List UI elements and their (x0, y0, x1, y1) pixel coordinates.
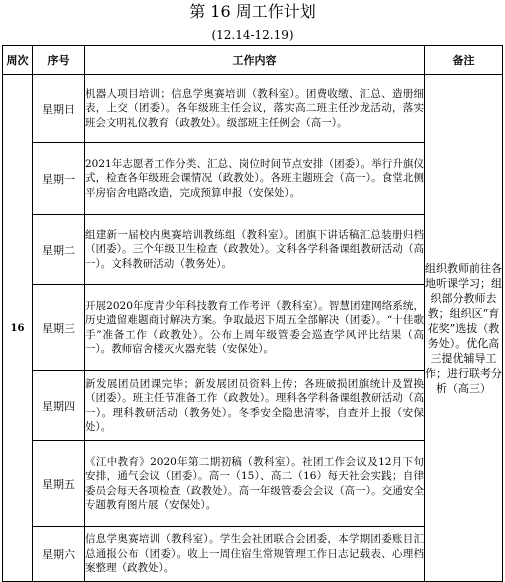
day-label: 星期五 (33, 441, 85, 527)
header-index: 序号 (33, 46, 85, 75)
day-content: 开展2020年度青少年科技教育工作考评（教科室）。智慧团建网络系统，历史遗留难题商讨解决方案。争取最迟下周五全部解决（团委）。“十佳歌手”准备工作（政教处）。公布上周年级管委会巡查学风评比结果（高一）。教师宿舍楼灭火器充装（安保处）。 (85, 285, 425, 371)
header-week: 周次 (3, 46, 33, 75)
day-label: 星期日 (33, 75, 85, 143)
day-content: 组建新一届校内奥赛培训教练组（教科室）。团旗下讲话稿汇总装册归档（团委）。三个年级卫生检查（政教处）。文科各学科备课组教研活动（高一）。文科教研活动（教务处）。 (85, 215, 425, 285)
week-number: 16 (3, 75, 33, 582)
day-content: 机器人项目培训；信息学奥赛培训（教科室）。团费收缴、汇总、造册细表，上交（团委）。各年级班主任会议，落实高二班主任沙龙活动，落实班会文明礼仪教育（政教处）。级部班主任例会（高一）。 (85, 75, 425, 143)
day-label: 星期三 (33, 285, 85, 371)
day-content: 2021年志愿者工作分类、汇总、岗位时间节点安排（团委）。举行升旗仪式，检查各年级班会课情况（政教处）。各班主题班会（高一）。食堂北侧平房宿舍电路改造，完成预算申报（安保处）。 (85, 143, 425, 215)
page-title: 第 16 周工作计划 (189, 2, 316, 21)
day-content: 信息学奥赛培训（教科室）。学生会社团联合会团委，本学期团委账目汇总通报公布（团委）。收上一周住宿生常规管理工作日志记载表、心理档案整理（政教处）。 (85, 527, 425, 582)
day-label: 星期一 (33, 143, 85, 215)
day-label: 星期四 (33, 371, 85, 441)
notes-cell: 组织教师前往各地听课学习；组织部分教师去教；组织区“育花奖”选拔（教务处）。优化高三提优辅导工作；进行联考分析（高三） (425, 75, 503, 582)
day-label: 星期六 (33, 527, 85, 582)
header-row (3, 46, 503, 75)
table-row (3, 75, 503, 143)
work-plan-table (2, 45, 503, 582)
day-content: 新发展团员团课完毕；新发展团员资料上传；各班破损团旗统计及置换（团委）。班主任节准备工作（政教处）。理科各学科备课组教研活动（高一）。理科教研活动（教务处）。冬季安全隐患清零，自查并上报（安保处）。 (85, 371, 425, 441)
header-notes: 备注 (425, 46, 503, 75)
date-range: (12.14-12.19) (211, 28, 294, 42)
day-content: 《江中教育》2020年第二期初稿（教科室）。社团工作会议及12月下旬安排，通气会议（团委）。高一（15）、高二（16）每天社会实践；自律委员会每天各项检查（政教处）。高一年级管委会会议（高一）。交通安全专题教育图片展（安保处）。 (85, 441, 425, 527)
day-label: 星期二 (33, 215, 85, 285)
header-content: 工作内容 (85, 46, 425, 75)
